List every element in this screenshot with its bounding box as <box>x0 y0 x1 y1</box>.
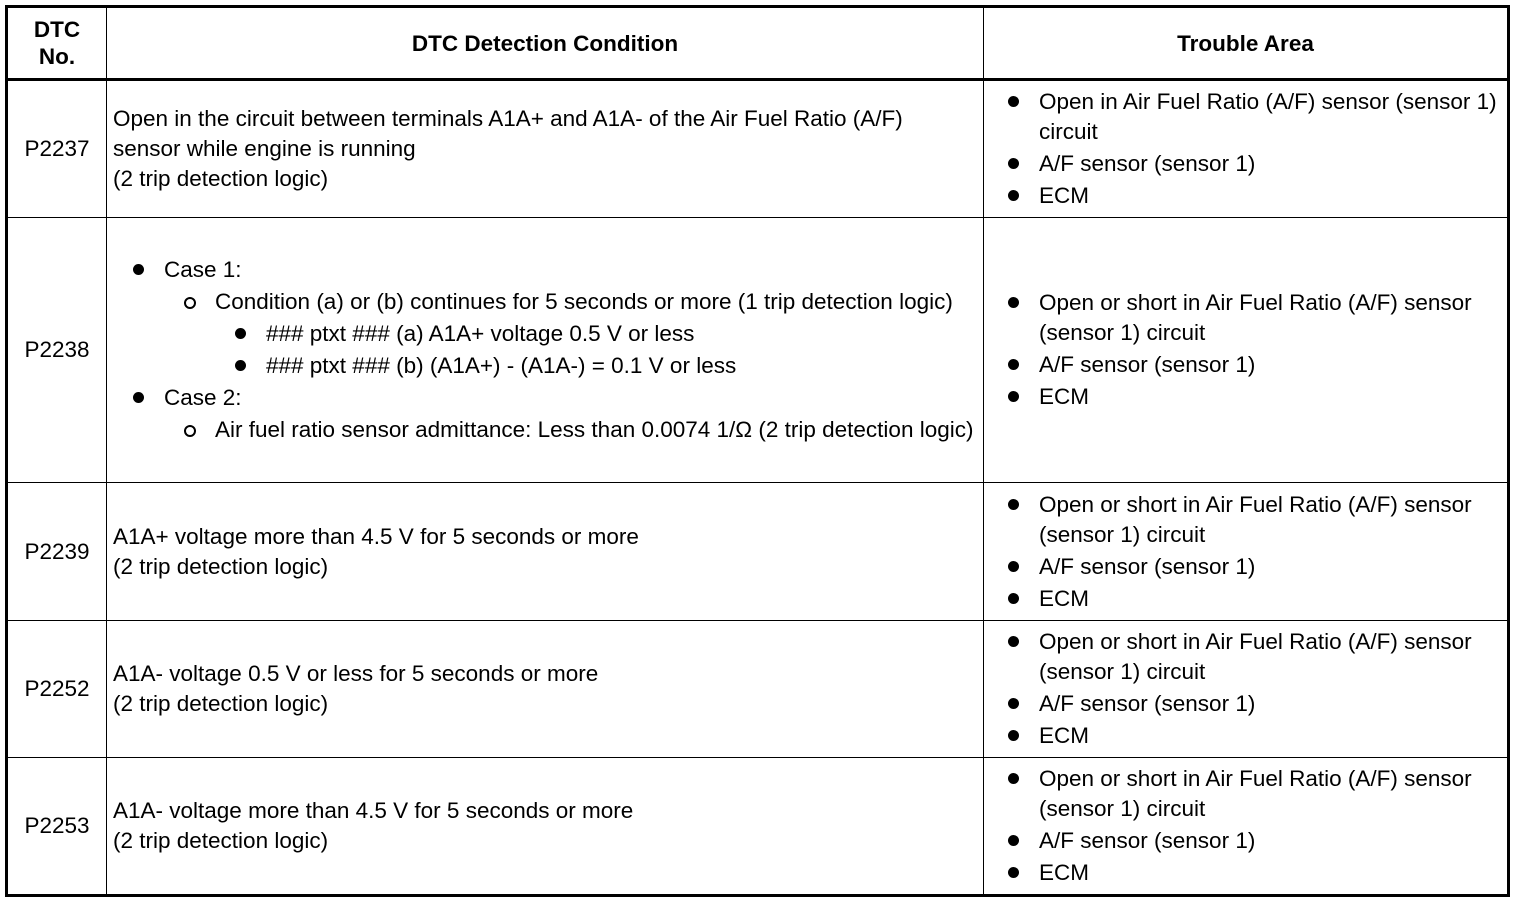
list-item: ECM <box>1006 721 1499 751</box>
table-row <box>7 80 1509 218</box>
table-row <box>7 483 1509 621</box>
header-trouble-area: Trouble Area <box>984 7 1509 80</box>
detection-condition <box>107 758 984 896</box>
trouble-area <box>984 620 1509 758</box>
trouble-area <box>984 758 1509 896</box>
table-row <box>7 758 1509 896</box>
condition-text: A1A- voltage more than 4.5 V for 5 seconds or more <box>113 798 634 824</box>
condition-text: Open in the circuit between terminals A1A+ and A1A- of the Air Fuel Ratio (A/F) sensor while engine is running <box>113 105 903 161</box>
case-list <box>131 255 975 445</box>
dtc-code: P2237 <box>7 80 107 218</box>
case-label: Case 2: <box>164 384 242 410</box>
trouble-area <box>984 217 1509 483</box>
header-dtc-no: DTC No. <box>7 7 107 80</box>
trouble-list <box>1006 87 1499 211</box>
condition-item <box>182 287 975 381</box>
sub-condition-a: ### ptxt ### (a) A1A+ voltage 0.5 V or less <box>233 319 975 349</box>
trouble-area <box>984 80 1509 218</box>
list-item: A/F sensor (sensor 1) <box>1006 552 1499 582</box>
list-item: ECM <box>1006 382 1499 412</box>
list-item: ECM <box>1006 181 1499 211</box>
dtc-code: P2238 <box>7 217 107 483</box>
header-condition: DTC Detection Condition <box>107 7 984 80</box>
condition-text: A1A- voltage 0.5 V or less for 5 seconds or more <box>113 661 599 687</box>
trouble-list <box>1006 288 1499 412</box>
dtc-code: P2239 <box>7 483 107 621</box>
list-item: ECM <box>1006 584 1499 614</box>
case-conditions <box>182 415 975 445</box>
list-item: Open or short in Air Fuel Ratio (A/F) sensor (sensor 1) circuit <box>1006 490 1499 550</box>
condition-item: Air fuel ratio sensor admittance: Less than 0.0074 1/Ω (2 trip detection logic) <box>182 415 975 445</box>
detection-condition <box>107 217 984 483</box>
case-conditions <box>182 287 975 381</box>
trouble-list <box>1006 764 1499 888</box>
dtc-code: P2253 <box>7 758 107 896</box>
list-item: A/F sensor (sensor 1) <box>1006 149 1499 179</box>
list-item: ECM <box>1006 858 1499 888</box>
condition-logic: (2 trip detection logic) <box>113 828 329 854</box>
case-item <box>131 383 975 445</box>
trouble-list <box>1006 627 1499 751</box>
list-item: Open or short in Air Fuel Ratio (A/F) sensor (sensor 1) circuit <box>1006 288 1499 348</box>
list-item: A/F sensor (sensor 1) <box>1006 350 1499 380</box>
list-item: A/F sensor (sensor 1) <box>1006 826 1499 856</box>
sub-condition-b: ### ptxt ### (b) (A1A+) - (A1A-) = 0.1 V or less <box>233 351 975 381</box>
detection-condition <box>107 80 984 218</box>
sub-conditions <box>233 319 975 381</box>
dtc-table <box>5 5 1510 897</box>
trouble-area <box>984 483 1509 621</box>
dtc-code: P2252 <box>7 620 107 758</box>
table-row <box>7 217 1509 483</box>
case-label: Case 1: <box>164 256 242 282</box>
detection-condition <box>107 620 984 758</box>
condition-logic: (2 trip detection logic) <box>113 553 329 579</box>
condition-logic: (2 trip detection logic) <box>113 165 329 191</box>
list-item: Open or short in Air Fuel Ratio (A/F) sensor (sensor 1) circuit <box>1006 764 1499 824</box>
detection-condition <box>107 483 984 621</box>
header-row <box>7 7 1509 80</box>
list-item: Open in Air Fuel Ratio (A/F) sensor (sensor 1) circuit <box>1006 87 1499 147</box>
condition-text: Condition (a) or (b) continues for 5 seconds or more (1 trip detection logic) <box>215 288 953 314</box>
condition-logic: (2 trip detection logic) <box>113 691 329 717</box>
list-item: A/F sensor (sensor 1) <box>1006 689 1499 719</box>
trouble-list <box>1006 490 1499 614</box>
table-row <box>7 620 1509 758</box>
list-item: Open or short in Air Fuel Ratio (A/F) sensor (sensor 1) circuit <box>1006 627 1499 687</box>
case-item <box>131 255 975 381</box>
condition-text: A1A+ voltage more than 4.5 V for 5 seconds or more <box>113 523 639 549</box>
